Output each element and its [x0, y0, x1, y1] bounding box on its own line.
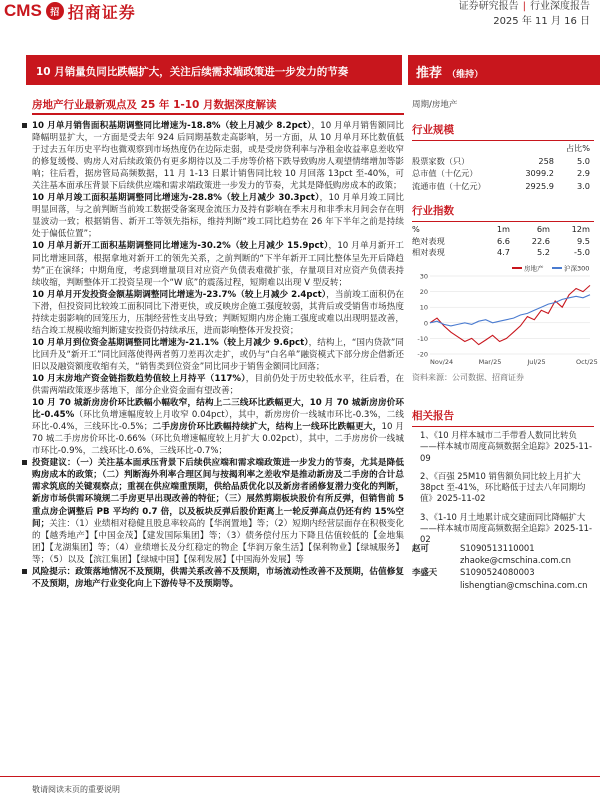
prices-highlight: 10 月 70 城新房房价环比跌幅小幅收窄，结构上二三线环比跌幅更大，10 月 70 城新房房价环比-0.45% [32, 398, 404, 421]
investment-highlight: 10 月单月开发投资金额基期调整同比增速为-23.7%（较上月减少 2.4pct） [32, 289, 327, 300]
scale-pct: 3.0 [576, 180, 590, 191]
company-logo [4, 0, 136, 22]
footer-note: 敬请阅读末页的重要说明 [32, 785, 120, 794]
completion-highlight: 10 月单月竣工面积基期调整同比增速为-28.8%（较上月减少 30.3pct） [32, 193, 320, 204]
new-start-text: ，10 月单月新开工同比增速回落，根据拿地对新开工的领先关系，之前判断的“下半年新开工同比整体呈先开后降趋势”正在演绎；中期角度，考虑到增量项目对应资产负债表难微扩张，存量项目对应资产负债表持续收缩，判断整体开工投资呈现一个“W 底”的震荡过程，短期难以出现 V 型反转； [32, 241, 404, 288]
y-tick-label: 0 [423, 319, 428, 328]
perf-header: 1m [496, 224, 510, 234]
paragraph-investment [32, 289, 404, 337]
analyst-row [412, 579, 594, 591]
paragraph-prices [32, 397, 404, 457]
x-tick-label: Jul/25 [527, 358, 546, 366]
funds-highlight: 10 月单月到位资金基期调整同比增速为-21.1%（较上月减少 9.6pct） [32, 337, 309, 348]
risk-highlight: 风险提示：政策落地情况不及预期，供需关系改善不及预期，市场流动性改善不及预期，估值修复不及预期，房地产行业变化向上下游传导不及预期等。 [32, 566, 404, 589]
sales-highlight: 10 月单月销售面积基期调整同比增速为-18.8%（较上月减少 8.2pct） [32, 121, 312, 131]
industry-category: 周期/房地产 [412, 100, 458, 110]
logo-text: CMS [4, 1, 42, 20]
paragraph-liquidity [32, 373, 404, 397]
scale-pct: 2.9 [576, 168, 590, 178]
perf-label: 相对表现 [412, 247, 445, 257]
completion-text: ，10 月单月竣工同比明显回落，与之前判断当前竣工数据受备案现金流压力及持有影响在季末月和非季末月间会存在明显波动一致；根据销售、新开工等领先指标，维持判断“竣工同比趋势在 26 年下半年之前是持续处于偏低位置”； [32, 193, 404, 240]
perf-header: 12m [571, 224, 590, 234]
reports-section-title: 相关报告 [412, 408, 594, 427]
resale-text: 10 月 70 城二手房房价环比-0.66%（环比负增速幅度较上月扩大 0.02pct），其中，二手房房价一线城市环比-0.9%，二线环比-0.6%，三线环比-0.7%； [32, 422, 404, 457]
x-tick-label: Mar/25 [478, 358, 502, 366]
funds-text: ，结构上，“国内贷款”同比回升及“新开工”同比回落使得两者剪刀差再次走扩，或仍与“白名单”融资模式下部分房企借新还旧以及融资额度收缩有关，“销售类到位资金”同比同步于销售金额同比回落； [32, 337, 404, 372]
scale-label: 股票家数（只） [412, 155, 470, 166]
paragraph-new-start [32, 240, 404, 288]
scale-label: 总市值（十亿元） [412, 168, 478, 178]
perf-label: 绝对表现 [412, 235, 445, 246]
perf-row [412, 236, 594, 248]
report-subtitle: 房地产行业最新观点及 25 年 1-10 月数据深度解读 [32, 99, 277, 111]
index-line-chart [412, 262, 598, 370]
liquidity-highlight: 10 月末房地产资金链指数趋势值较上月持平（117%） [32, 373, 246, 384]
analyst-row [412, 554, 594, 566]
page-header [0, 0, 600, 52]
legend-label: 房地产 [524, 264, 544, 273]
scale-section-title: 行业规模 [412, 122, 594, 141]
scale-header-row [412, 142, 594, 155]
advice-highlight: 投资建议：（一）关注基本面承压背景下后续供应端和需求端政策进一步发力的节奏，尤其是降低购房成本的政策；（二）判断海外利率合理区间与按揭利率之差收窄是推动新房及二手房的合计总需求筑底的关键观察点；重视在供应端重预期，供给品质优化以及新房者函修复潜力变化的判断，新房市场供需环境规二手房更早出现改善的特征；（三）展然剪期板块股价有所反弹，但销售前 5 重点房企调整后 PB 平均约 0.7 倍，以及板块反弹后股价距离上一轮反弹高点仍还有约 15%空间； [32, 458, 404, 529]
analyst-id: S1090524080003 [460, 567, 535, 578]
bullet-icon [22, 460, 27, 465]
paragraph-advice [32, 457, 404, 565]
rating-box [408, 55, 600, 85]
perf-value: 22.6 [531, 235, 550, 246]
y-tick-label: -20 [417, 350, 428, 359]
perf-value: 6.6 [496, 235, 510, 246]
analyst-email[interactable]: lishengtian@cmschina.com.cn [460, 579, 588, 590]
related-report-link[interactable]: 2、《百强 25M10 销售额负同比较上月扩大 38pct 至-41%，环比略低于过去八年同期均值》2025-11-02 [420, 470, 586, 504]
logo-mark-icon: 招 [46, 2, 64, 20]
bullet-icon [22, 569, 27, 574]
analyst-row [412, 566, 594, 578]
perf-header: % [412, 224, 420, 234]
scale-value: 258 [538, 155, 554, 166]
paragraph-funds [32, 337, 404, 373]
report-kind: 行业深度报告 [530, 1, 590, 12]
scale-row [412, 180, 594, 193]
analyst-email[interactable]: zhaoke@cmschina.com.cn [460, 555, 571, 566]
scale-row [412, 167, 594, 180]
perf-value: 5.2 [536, 247, 550, 257]
perf-header-row [412, 224, 594, 236]
industry-scale-table [412, 142, 594, 192]
rating-sub: （维持） [447, 70, 484, 80]
y-tick-label: -10 [417, 334, 428, 343]
investment-text: ，当前竣工面积仍在下滑，但投资同比较竣工面积同比下滑更快，或反映房企施工强度较弱，其背后或受销售市场热度持续走弱影响的回笼压力，压制经营性支出导致；判断短期内房企施工强度或难以出现明显改善，结合竣工规模收缩判断建安投资仍持续承压，进而影响整体开发投资； [32, 289, 404, 336]
report-date: 2025 年 11 月 16 日 [493, 16, 590, 27]
rating-label: 推荐 [416, 66, 443, 81]
perf-value: 9.5 [576, 235, 590, 246]
perf-header: 6m [536, 224, 550, 234]
new-start-highlight: 10 月单月新开工面积基期调整同比增速为-30.2%（较上月减少 15.9pct） [32, 241, 329, 252]
bullet-icon [22, 123, 27, 128]
prices-text: （环比负增速幅度较上月收窄 0.04pct），其中，新房房价一线城市环比-0.3%，二线环比-0.4%，三线环比-0.5%； [32, 410, 404, 433]
scale-row [412, 155, 594, 168]
paragraph-risk [32, 566, 404, 590]
pct-header: 占比% [565, 143, 590, 153]
scale-label: 流通市值（十亿元） [412, 180, 486, 191]
analyst-name: 李盛天 [412, 567, 438, 578]
subtitle-divider [32, 113, 404, 115]
scale-value: 3099.2 [525, 168, 554, 178]
logo-cn: 招商证券 [67, 2, 136, 22]
analyst-name: 赵可 [412, 543, 429, 553]
related-reports [420, 430, 592, 553]
scale-value: 2925.9 [525, 180, 554, 191]
perf-value: 4.7 [496, 247, 510, 257]
analyst-id: S1090513110001 [460, 543, 535, 553]
header-separator: | [522, 1, 526, 12]
related-report-link[interactable]: 3、《1-10 月土地累计成交建面同比降幅扩大——样本城市周度高频数据全追踪》2025-11-02 [420, 511, 593, 545]
report-type: 证券研究报告 [458, 1, 519, 12]
main-body [32, 120, 404, 590]
y-tick-label: 10 [419, 303, 428, 312]
analysts [412, 542, 594, 591]
y-tick-label: 30 [419, 272, 428, 281]
sales-text: ，10 月单月销售额同比降幅明显扩大，一方面是受去年 924 后同期基数走高影响，另一方面，从 10 月单月环比数值低于过去五年历史平均也微观察到市场热度仍在边际走弱，或是受房贷利率与净租金收益率息差收窄的修复缓慢、购房人对后续政策仍有更多期待以及二手房等价格下跌导致购房人观望情绪增加等影响；往后看，据房管局高频数据，11 月 1-13 日累计销售同比较 10 月回落 13pct 至-40%，可关注基本面承压背景下后续供应端和需求端政策进一步发力的节奏，尤其是降低购房成本的政策； [32, 121, 404, 192]
x-tick-label: Nov/24 [430, 358, 454, 366]
analyst-row [412, 542, 594, 554]
report-title: 10 月销量负同比跌幅扩大，关注后续需求端政策进一步发力的节奏 [26, 55, 402, 85]
perf-value: -5.0 [574, 247, 590, 257]
paragraph-sales [32, 120, 404, 192]
series-line-房地产 [430, 285, 590, 344]
advice-text: 关注：（1）业绩相对稳健且股息率较高的【华润置地】等；（2）短期内经营层面存在积极变化的【越秀地产】【中国金茂】【建发国际集团】等；（3）债务偿付压力下降且估值较低的【金地集团】【龙湖集团】等；（4）业绩增长及分红稳定的物企【华润万象生活】【保利物业】【绿城服务】等；（5）以及【滨江集团】【绿城中国】【保利发展】【中国海外发展】等 [32, 518, 404, 565]
legend-label: 沪深300 [564, 264, 590, 273]
chart-source: 资料来源：公司数据、招商证券 [412, 373, 524, 382]
perf-section-title: 行业指数 [412, 203, 594, 222]
resale-highlight: 二手房房价环比跌幅持续扩大，结构上一线环比跌幅更大， [152, 422, 382, 433]
related-report-link[interactable]: 1、《10 月样本城市二手带看人数同比转负——样本城市周度高频数据全追踪》2025-11-09 [420, 430, 593, 463]
scale-pct: 5.0 [576, 155, 590, 166]
perf-row [412, 247, 594, 259]
paragraph-completion [32, 192, 404, 240]
footer-divider [0, 776, 600, 777]
index-performance-table [412, 224, 594, 259]
y-tick-label: 20 [419, 288, 428, 297]
liquidity-text: ，目前仍处于历史较低水平，往后看，在供需两端政策逐步落地下，部分企业资金面有望改善； [32, 373, 404, 397]
header-info [459, 0, 590, 28]
x-tick-label: Oct/25 [576, 358, 598, 366]
